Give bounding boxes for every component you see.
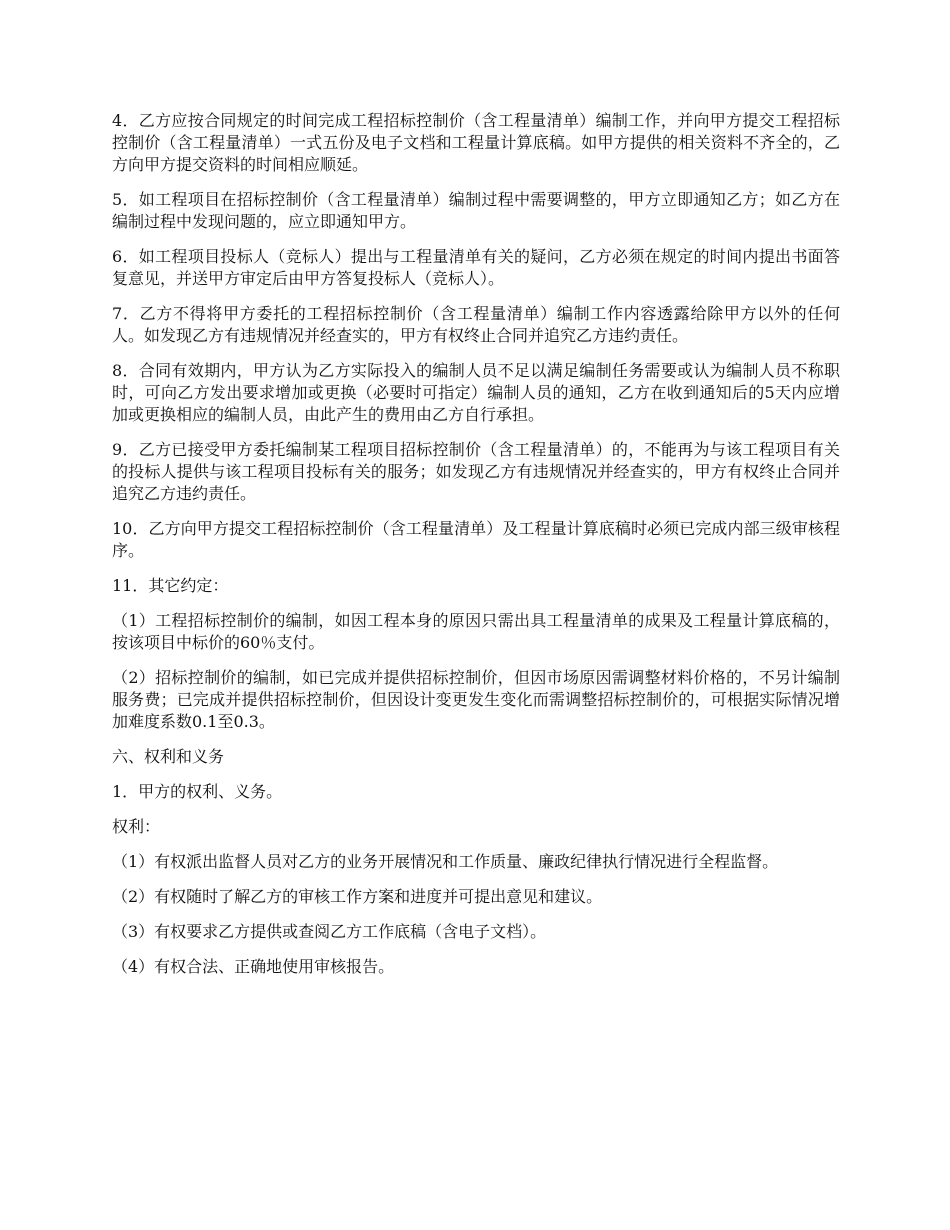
clause-5: 5．如工程项目在招标控制价（含工程量清单）编制过程中需要调整的，甲方立即通知乙方；如乙方在编制过程中发现问题的，应立即通知甲方。 xyxy=(112,190,840,231)
rights-label: 权利： xyxy=(112,817,161,836)
clause-11: 11．其它约定： xyxy=(112,576,229,595)
clause-11-item-2: （2）招标控制价的编制，如已完成并提供招标控制价，但因市场原因需调整材料价格的，不另计编制服务费；已完成并提供招标控制价，但因设计变更发生变化而需调整招标控制价的，可根据实际情况增加难度系数0.1至0.3。 xyxy=(112,668,840,731)
clause-6: 6．如工程项目投标人（竞标人）提出与工程量清单有关的疑问，乙方必须在规定的时间内提出书面答复意见，并送甲方审定后由甲方答复投标人（竞标人）。 xyxy=(112,247,840,288)
subsection-heading: 1．甲方的权利、义务。 xyxy=(112,782,283,801)
right-item-3: （3）有权要求乙方提供或查阅乙方工作底稿（含电子文档）。 xyxy=(112,922,547,941)
document-body xyxy=(112,110,840,991)
clause-10: 10．乙方向甲方提交工程招标控制价（含工程量清单）及工程量计算底稿时必须已完成内部三级审核程序。 xyxy=(112,519,840,560)
clause-11-item-1: （1）工程招标控制价的编制，如因工程本身的原因只需出具工程量清单的成果及工程量计算底稿的，按该项目中标价的60％支付。 xyxy=(112,611,840,652)
clause-4: 4．乙方应按合同规定的时间完成工程招标控制价（含工程量清单）编制工作，并向甲方提交工程招标控制价（含工程量清单）一式五份及电子文档和工程量计算底稿。如甲方提供的相关资料不齐全的，乙方向甲方提交资料的时间相应顺延。 xyxy=(112,111,840,174)
section-heading: 六、权利和义务 xyxy=(112,747,225,766)
clause-8: 8．合同有效期内，甲方认为乙方实际投入的编制人员不足以满足编制任务需要或认为编制人员不称职时，可向乙方发出要求增加或更换（必要时可指定）编制人员的通知，乙方在收到通知后的5天内应增加或更换相应的编制人员，由此产生的费用由乙方自行承担。 xyxy=(112,361,840,424)
right-item-4: （4）有权合法、正确地使用审核报告。 xyxy=(112,957,395,976)
right-item-1: （1）有权派出监督人员对乙方的业务开展情况和工作质量、廉政纪律执行情况进行全程监督。 xyxy=(112,852,779,871)
clause-9: 9．乙方已接受甲方委托编制某工程项目招标控制价（含工程量清单）的，不能再为与该工程项目有关的投标人提供与该工程项目投标有关的服务；如发现乙方有违规情况并经查实的，甲方有权终止合同并追究乙方违约责任。 xyxy=(112,440,840,503)
clause-7: 7．乙方不得将甲方委托的工程招标控制价（含工程量清单）编制工作内容透露给除甲方以外的任何人。如发现乙方有违规情况并经查实的，甲方有权终止合同并追究乙方违约责任。 xyxy=(112,304,840,345)
right-item-2: （2）有权随时了解乙方的审核工作方案和进度并可提出意见和建议。 xyxy=(112,887,603,906)
